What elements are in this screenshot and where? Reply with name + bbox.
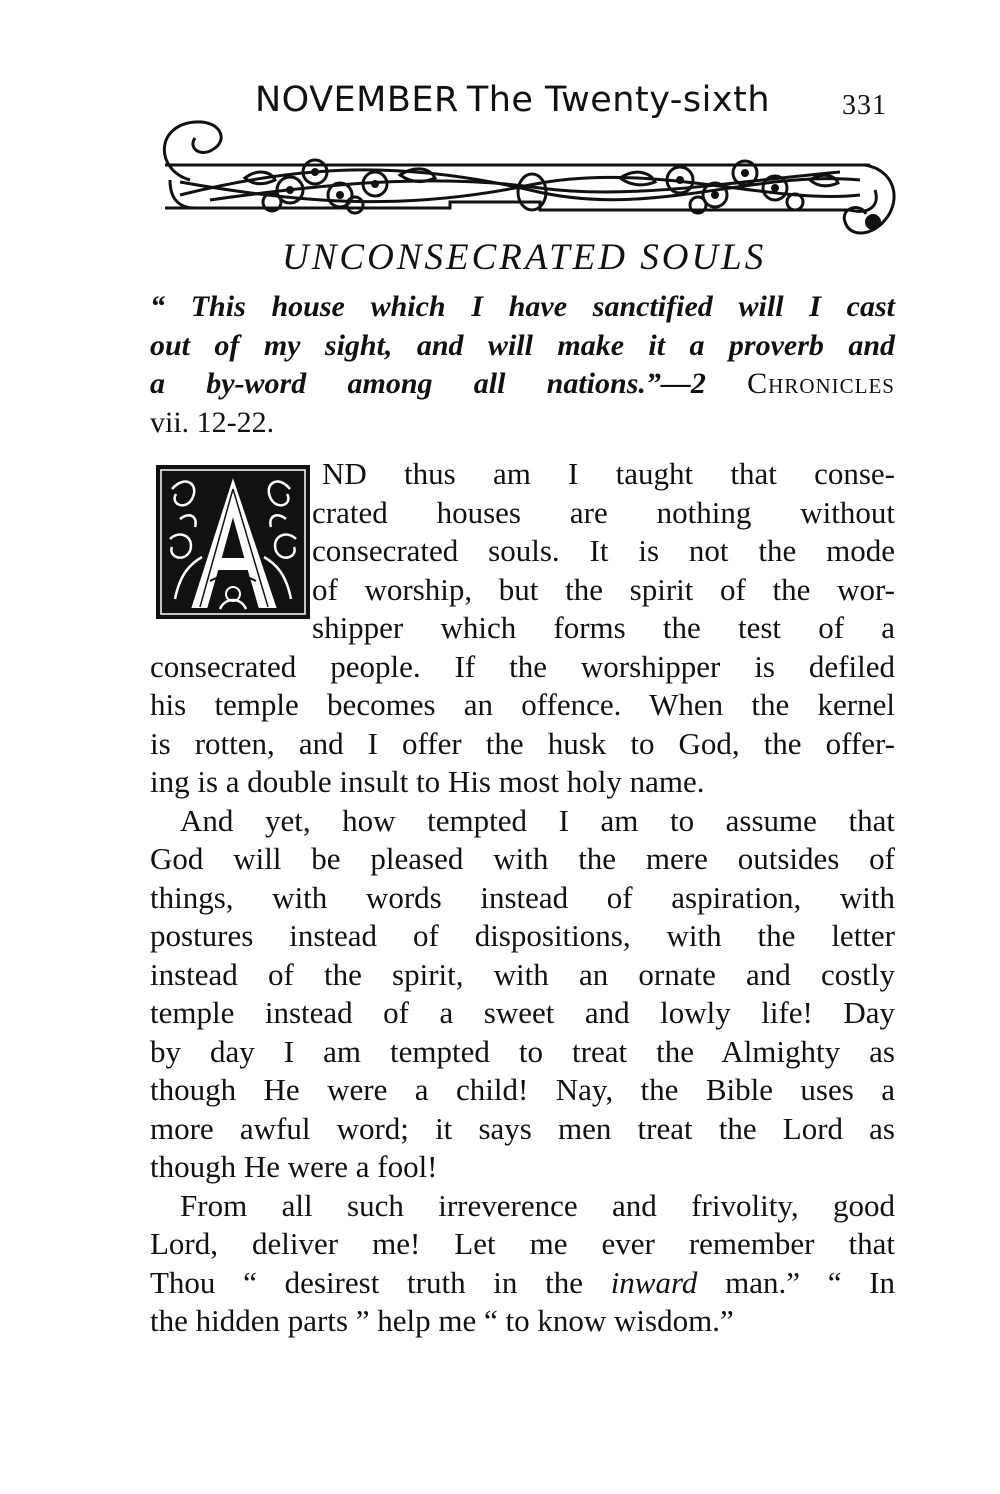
paragraph-3-line: the hidden parts ” help me “ to know wisdom.” [150, 1303, 734, 1338]
paragraph-1-line: ND thus am I taught that conse- [322, 456, 895, 491]
body-text [150, 455, 895, 1341]
paragraph-1-line: his temple becomes an offence. When the kernel [150, 687, 895, 722]
paragraph-3-line [150, 1264, 895, 1303]
paragraph-2-line: more awful word; it says men treat the Lord as [150, 1110, 895, 1146]
page-number: 331 [842, 90, 887, 121]
paragraph-2-line: though He were a child! Nay, the Bible uses a [150, 1072, 895, 1107]
emphasized-word: inward [610, 1264, 698, 1300]
paragraph-3-line: From all such irreverence and frivolity, good [180, 1187, 895, 1223]
paragraph-3-text: man.” “ In [697, 1264, 895, 1300]
epigraph [150, 288, 895, 442]
paragraph-1-line: consecrated people. If the worshipper is defiled [150, 648, 895, 684]
paragraph-3-line: Lord, deliver me! Let me ever remember that [150, 1226, 895, 1261]
paragraph-2-line: though He were a fool! [150, 1149, 438, 1184]
paragraph-1-line: shipper which forms the test of a [312, 610, 895, 645]
paragraph-1-line: ing is a double insult to His most holy name. [150, 764, 705, 799]
header-month: NOVEMBER [255, 80, 459, 120]
paragraph-2-line: temple instead of a sweet and lowly life! Day [150, 995, 895, 1030]
paragraph-2-line: things, with words instead of aspiration, with [150, 879, 895, 915]
paragraph-1-line: crated houses are nothing without [312, 494, 895, 530]
paragraph-1-line: consecrated souls. It is not the mode [312, 533, 895, 568]
header-day: The Twenty-sixth [466, 80, 771, 120]
epigraph-quote-end: a by-word among all nations.”—2 [150, 367, 706, 400]
paragraph-2-line: postures instead of dispositions, with the letter [150, 918, 895, 953]
chapter-title: UNCONSECRATED SOULS [282, 237, 767, 278]
paragraph-2-line: God will be pleased with the mere outsides of [150, 841, 895, 876]
epigraph-reference-book: Chronicles [747, 367, 895, 400]
paragraph-1-line: of worship, but the spirit of the wor- [312, 571, 895, 607]
epigraph-line: out of my sight, and will make it a proverb and [150, 328, 895, 362]
paragraph-2-line: by day I am tempted to treat the Almighty as [150, 1033, 895, 1069]
floral-ornament-icon [150, 110, 910, 245]
paragraph-2-line: instead of the spirit, with an ornate and costly [150, 956, 895, 992]
epigraph-line: “ This house which I have sanctified will I cast [150, 290, 895, 323]
paragraph-1-line: is rotten, and I offer the husk to God, the offer- [150, 725, 895, 761]
epigraph-line [150, 365, 895, 404]
epigraph-reference-verse: vii. 12-22. [150, 405, 275, 439]
paragraph-2-line: And yet, how tempted I am to assume that [180, 802, 895, 838]
paragraph-3-text: Thou “ desirest truth in the [150, 1264, 611, 1300]
